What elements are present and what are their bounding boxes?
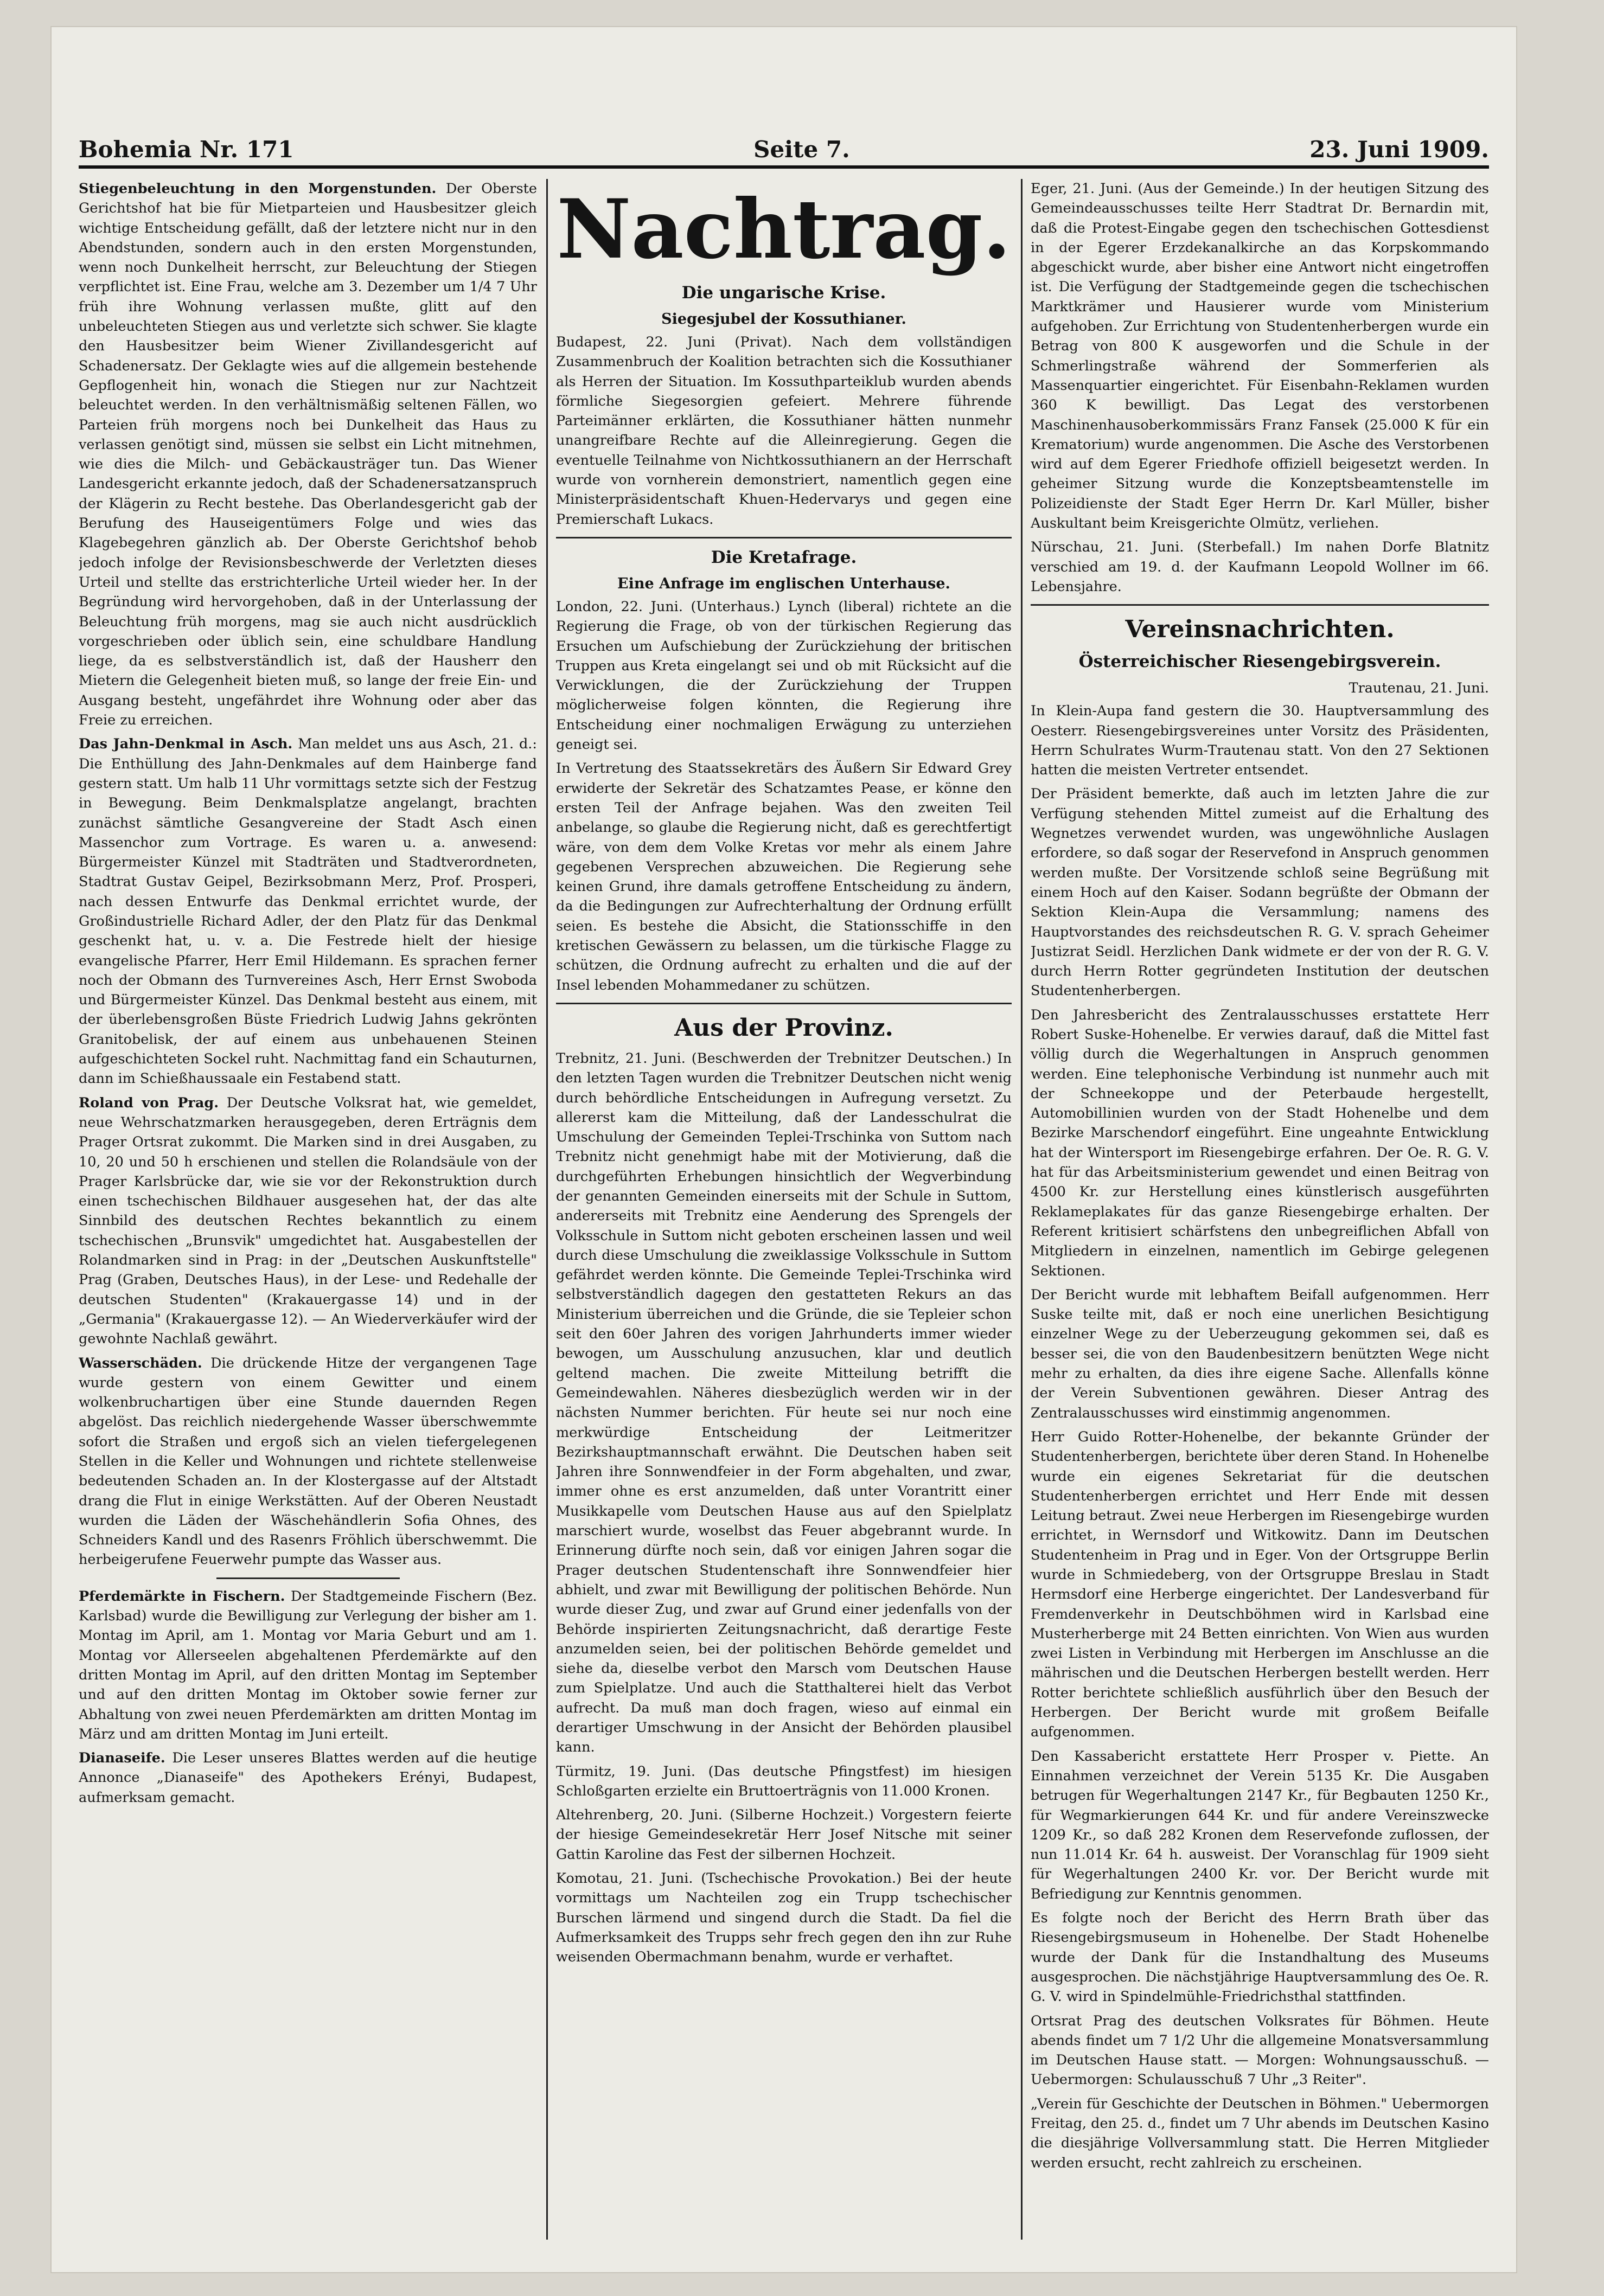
- article-body: Budapest, 22. Juni (Privat). Nach dem vollständigen Zusammenbruch der Koalition betrachten sich die Kossuthianer als Herren der Situation. Im Kossuthparteiklub wurden abends förmliche Siegesorgien gefeiert. Mehrere führende Parteimänner erklärten, die Kossuthianer hätten nunmehr unangreifbare Rechte auf die Alleinregierung. Gegen die eventuelle Teilnahme von Nichtkossuthianern an der Herrschaft wurde von vornherein demonstriert, namentlich gegen eine Ministerpräsidentschaft Khuen-Hedervarys und gegen eine Premierschaft Lukacs.: [556, 334, 1012, 528]
- section-subheading: Siegesjubel der Kossuthianer.: [661, 311, 906, 328]
- article-body: Den Kassabericht erstattete Herr Prosper v. Piette. An Einnahmen verzeichnet der Verein 5135 Kr. Die Ausgaben betrugen für Wegerhaltungen 2147 Kr., für Begbauten 1250 Kr., für Wegmarkierungen 644 Kr. und für andere Vereinszwecke 1209 Kr., so daß 282 Kronen dem Reservefonde zuflossen, der nun 11.014 Kr. 64 h. ausweist. Der Voranschlag für 1909 sieht für Wegerhaltungen 2400 Kr. vor. Der Bericht wurde mit Befriedigung zur Kenntnis genommen.: [1031, 1748, 1489, 1902]
- article-body: Herr Guido Rotter-Hohenelbe, der bekannte Gründer der Studentenherbergen, berichtete über deren Stand. In Hohenelbe wurde ein eigenes Sekretariat für die deutschen Studentenherbergen errichtet und Herr Ende mit dessen Leitung betraut. Zwei neue Herbergen im Riesengebirge wurden errichtet, in Wernsdorf und Witkowitz. Dann im Deutschen Studentenheim in Prag und in Eger. Von der Ortsgruppe Berlin wurde in Schmiedeberg, von der Ortsgruppe Breslau in Stadt Hermsdorf eine Herberge eingerichtet. Der Landesverband für Fremdenverkehr in Deutschböhmen wird in Karlsbad eine Musterherberge mit 24 Betten einrichten. Von Wien aus wurden zwei Listen in Verbindung mit Herbergen im Anschlusse an die mährischen und die Deutschen Herbergen bestellt werden. Herr Rotter berichtete schließlich ausführlich über den Besuch der Herbergen. Der Bericht wurde mit großem Beifalle aufgenommen.: [1031, 1428, 1489, 1741]
- column-divider: [546, 179, 548, 2240]
- article-body: „Verein für Geschichte der Deutschen in Böhmen." Uebermorgen Freitag, den 25. d., findet um 7 Uhr abends im Deutschen Kasino die diesjährige Vollversammlung statt. Die Herren Mitglieder werden ersucht, recht zahlreich zu erscheinen.: [1031, 2095, 1489, 2171]
- article: [79, 1587, 537, 1744]
- section-heading: Vereinsnachrichten.: [1125, 615, 1395, 644]
- article-body: Der Oberste Gerichtshof hat bie für Mietparteien und Hausbesitzer gleich wichtige Entscheidung gefällt, daß der letztere nicht nur in den Abendstunden, sondern auch in den ersten Morgenstunden, wenn noch Dunkelheit herrscht, zur Beleuchtung der Stiegen verpflichtet ist. Eine Frau, welche am 3. Dezember um 1/4 7 Uhr früh ihre Wohnung verlassen mußte, glitt auf den unbeleuchteten Stiegen aus und verletzte sich schwer. Sie klagte den Hausbesitzer beim Wiener Zivillandesgericht auf Schadenersatz. Der Geklagte wies auf die allgemein bestehende Gepflogenheit hin, wonach die Stiegen nur zur Nachtzeit beleuchtet werden. In den verhältnismäßig seltenen Fällen, wo Parteien früh morgens noch bei Dunkelheit das Haus zu verlassen genötigt sind, müssen sie selbst ein Licht mitnehmen, wie dies die Milch- und Gebäckausträger tun. Das Wiener Landesgericht erkannte jedoch, daß der Schadenersatzanspruch der Klägerin zu Recht bestehe. Das Oberlandesgericht gab der Berufung des Hauseigentümers Folge und wies das Klagebegehren gänzlich ab. Der Oberste Gerichtshof behob jedoch infolge der Revisionsbeschwerde der Verletzten dieses Urteil und stellte das erstrichterliche Urteil wieder her. In der Begründung wird hervorgehoben, daß in der Unterlassung der Beleuchtung früh morgens, mag sie auch nicht ausdrücklich vorgeschrieben oder üblich sein, eine schuldbare Handlung liege, da es selbstverständlich ist, daß der Hausherr den Mietern die Gelegenheit bieten muß, so lange der freie Ein- und Ausgang besteht, ungefährdet ihre Wohnung oder aber das Freie zu erreichen.: [79, 181, 537, 729]
- header-issue: Bohemia Nr. 171: [79, 136, 294, 163]
- article-body: Ortsrat Prag des deutschen Volksrates für Böhmen. Heute abends findet um 7 1/2 Uhr die allgemeine Monatsversammlung im Deutschen Hause statt. — Morgen: Wohnungsausschuß. — Uebermorgen: Schulausschuß 7 Uhr „3 Reiter".: [1031, 2012, 1489, 2088]
- article-body: Trebnitz, 21. Juni. (Beschwerden der Trebnitzer Deutschen.) In den letzten Tagen wurden die Trebnitzer Deutschen nicht wenig durch behördliche Entscheidungen in Aufregung versetzt. Zu allererst kam die Mitteilung, daß der Landesschulrat die Umschulung der Gemeinden Teplei-Trschinka von Suttom nach Trebnitz nicht genehmigt habe mit der Motivierung, daß die durchgeführten Erhebungen hinsichtlich der Wegverbindung der genannten Gemeinden einerseits mit der Schule in Suttom, andererseits mit Trebnitz eine Aenderung des Sprengels der Volksschule in Suttom nicht geboten erscheinen lassen und weil durch diese Umschulung die zweiklassige Volksschule in Suttom gefährdet werden könnte. Die Gemeinde Teplei-Trschinka wird selbstverständlich dagegen den gestatteten Rekurs an das Ministerium überreichen und die Gründe, die sie Tepleier schon seit den 60er Jahren des vorigen Jahrhunderts immer wieder bewogen, um Ausschulung anzusuchen, klar und deutlich geltend machen. Die zweite Mitteilung betrifft die Gemeindewahlen. Näheres diesbezüglich werden wir in der nächsten Nummer berichten. Für heute sei nur noch eine merkwürdige Entscheidung der Leitmeritzer Bezirkshauptmannschaft erwähnt. Die Deutschen haben seit Jahren ihre Sonnwendfeier in der Form abgehalten, und zwar, immer ohne es erst anzumelden, daß unter Vorantritt einer Musikkapelle vom Deutschen Hause aus auf den Spielplatz marschiert wurde, woselbst das Feuer abgebrannt wurde. In Erinnerung dürfte noch sein, daß vor einigen Jahren sogar die Prager deutschen Studentenschaft ihre Sonnwendfeier hier abhielt, und zwar mit Bewilligung der politischen Behörde. Nun wurde dieser Zug, und zwar auf Grund einer jedenfalls von der Behörde inspirierten Zeitungsnachricht, daß derartige Feste anzumelden seien, bei der politischen Behörde gemeldet und siehe da, dieselbe verbot den Marsch vom Deutschen Hause zum Spielplatze. Und auch die Statthalterei hielt das Verbot aufrecht. Da muß man doch fragen, wieso auf einmal ein derartiger Umschwung in der Ansicht der Behörden plausibel kann.: [556, 1050, 1012, 1756]
- article-headline: Dianaseife.: [79, 1750, 165, 1767]
- dateline: Trautenau, 21. Juni.: [1349, 680, 1489, 697]
- header-rule: [79, 165, 1489, 169]
- article-body: Den Jahresbericht des Zentralausschusses erstattete Herr Robert Suske-Hohenelbe. Er verwies darauf, daß die Mittel fast völlig durch die Wegerhaltungen in Anspruch genommen werden. Eine telephonische Verbindung ist nunmehr auch mit der Schneekoppe und der Peterbaude hergestellt, Automobillinien wurden von der Stadt Hohenelbe und dem Bezirke Marschendorf eingeführt. Eine ungeahnte Entwicklung hat der Wintersport im Riesengebirge erfahren. Der Oe. R. G. V. hat für das Arbeitsministerium gewendet und einen Beitrag von 4500 Kr. zur Herstellung eines künstlerisch ausgeführten Reklameplakates für das ganze Riesengebirge erhalten. Der Referent kritisiert schärfstens den unbegreiflichen Abfall von Mitgliedern in einzelnen, namentlich im Gebirge gelegenen Sektionen.: [1031, 1006, 1489, 1279]
- section-subheading: Österreichischer Riesengebirgsverein.: [1078, 652, 1441, 672]
- article-body: Eger, 21. Juni. (Aus der Gemeinde.) In der heutigen Sitzung des Gemeindeausschusses teilte Herr Stadtrat Dr. Bernardin mit, daß die Protest-Eingabe gegen den tschechischen Gottesdienst in der Egerer Erzdekanalkirche an das Korpskommando abgeschickt wurde, aber bisher eine Antwort nicht eingetroffen ist. Die Verfügung der Stadtgemeinde gegen die tschechischen Marktkrämer und Hausierer wurde vom Ministerium aufgehoben. Zur Errichtung von Studentenherbergen wurde ein Betrag von 800 K ausgeworfen und die Schule in der Schmerlingstraße während der Sommerferien als Massenquartier eingerichtet. Für Eisenbahn-Reklamen wurden 360 K bewilligt. Das Legat des verstorbenen Maschinenhausoberkommissärs Franz Fansek (25.000 K für ein Krematorium) wurde angenommen. Die Asche des Verstorbenen wird auf dem Egerer Friedhofe offiziell beigesetzt werden. In geheimer Sitzung wurde die Konzeptsbeamtenstelle im Polizeidienste der Stadt Eger Herrn Dr. Karl Müller, bisher Auskultant beim Kreisgerichte Olmütz, verliehen.: [1031, 181, 1489, 532]
- article-body: In Klein-Aupa fand gestern die 30. Hauptversammlung des Oesterr. Riesengebirgsvereines unter Vorsitz des Präsidenten, Herrn Schulrates Wurm-Trautenau statt. Von den 27 Sektionen hatten die meisten Vertreter entsendet.: [1031, 703, 1489, 779]
- page-header: [79, 103, 1489, 163]
- article-body: Der Bericht wurde mit lebhaftem Beifall aufgenommen. Herr Suske teilte mit, daß er noch eine unerlichen Besichtigung einzelner Wege zu der Ueberzeugung gekommen sei, daß es besser sei, die von den Baudenbesitzern benützten Wege nicht mehr zu erhalten, da dies ihre eigene Sache. Allenfalls könne der Verein Subventionen gewähren. Dieser Antrag des Zentralausschusses wird einstimmig angenommen.: [1031, 1286, 1489, 1421]
- article-body: In Vertretung des Staatssekretärs des Äußern Sir Edward Grey erwiderte der Sekretär des Schatzamtes Pease, er könne den ersten Teil der Anfrage bejahen. Was den zweiten Teil anbelange, so glaube die Regierung nicht, daß es gerechtfertigt wäre, von dem dem Volke Kretas vor mehr als einem Jahre gegebenen Versprechen abzuweichen. Die Regierung sehe keinen Grund, ihre damals getroffene Entscheidung zu ändern, da die Bedingungen zur Aufrechterhaltung der Ordnung erfüllt seien. Es bestehe die Absicht, die Stationsschiffe in den kretischen Gewässern zu belassen, um die türkische Flagge zu schützen, die Ordnung aufrecht zu erhalten und die auf der Insel lebenden Mohammedaner zu schützen.: [556, 760, 1012, 993]
- article: [79, 179, 537, 730]
- article: [79, 1093, 537, 1349]
- section-title: Nachtrag.: [557, 182, 1011, 277]
- article-body: London, 22. Juni. (Unterhaus.) Lynch (liberal) richtete an die Regierung die Frage, ob von der türkischen Regierung das Ersuchen um Aufschiebung der Zurückziehung der britischen Truppen aus Kreta eingelangt sei und ob mit Rücksicht auf die Verwicklungen, die der Zurückziehung der Truppen möglicherweise folgen könnten, die Regierung ihre Entscheidung einer nochmaligen Erwägung zu unterziehen geneigt sei.: [556, 598, 1012, 753]
- article: [79, 1354, 537, 1570]
- section-heading: Aus der Provinz.: [674, 1014, 893, 1042]
- header-page-number: Seite 7.: [753, 136, 850, 163]
- newspaper-page: [52, 27, 1516, 2272]
- article-body: Der Deutsche Volksrat hat, wie gemeldet, neue Wehrschatzmarken herausgegeben, deren Erträgnis dem Prager Ortsrat zukommt. Die Marken sind in drei Ausgaben, zu 10, 20 und 50 h erschienen und stellen die Rolandsäule von der Prager Karlsbrücke dar, wie sie vor der Rekonstruktion durch einen tschechischen Bildhauer ausgesehen hat, der das alte Sinnbild des deutschen Rechtes bekanntlich zu einem tschechischen „Brunsvik" umgedichtet hat. Ausgabestellen der Rolandmarken sind in Prag: in der „Deutschen Auskunftstelle" Prag (Graben, Deutsches Haus), in der Lese- und Redehalle der deutschen Studenten" (Krakauergasse 14) und in der „Germania" (Krakauergasse 12). — An Wiederverkäufer wird der gewohnte Nachlaß gewährt.: [79, 1094, 537, 1348]
- section-subheading: Eine Anfrage im englischen Unterhause.: [617, 575, 950, 592]
- article-body: Man meldet uns aus Asch, 21. d.: Die Enthüllung des Jahn-Denkmales auf dem Hainberge fand gestern statt. Um halb 11 Uhr vormittags setzte sich der Festzug in Bewegung. Beim Denkmalsplatze angelangt, brachten zunächst sämtliche Gesangvereine der Stadt Asch einen Massenchor zum Vortrage. Es waren u. a. anwesend: Bürgermeister Künzel mit Stadträten und Stadtverordneten, Stadtrat Gustav Geipel, Bezirksobmann Merz, Prof. Prosperi, nach dessen Entwurfe das Denkmal errichtet wurde, der Großindustrielle Richard Adler, der den Platz für das Denkmal geschenkt hat, u. v. a. Die Festrede hielt der hiesige evangelische Pfarrer, Herr Emil Hildemann. Es sprachen ferner noch der Obmann des Turnvereines Asch, Herr Ernst Swoboda und Bürgermeister Künzel. Das Denkmal besteht aus einem, mit der überlebensgroßen Büste Friedrich Ludwig Jahns gekrönten Granitobelisk, der auf einem aus unbehauenen Steinen aufgeschichteten Sockel ruht. Nachmittag fand ein Schauturnen, dann im Schießhaussaale ein Festabend statt.: [79, 736, 537, 1087]
- article-body: Es folgte noch der Bericht des Herrn Brath über das Riesengebirgsmuseum in Hohenelbe. Der Stadt Hohenelbe wurde der Dank für die Instandhaltung des Museums ausgesprochen. Die nächstjährige Hauptversammlung des Oe. R. G. V. wird in Spindelmühle-Friedrichsthal stattfinden.: [1031, 1910, 1489, 2005]
- divider: [1031, 604, 1489, 606]
- divider: [556, 537, 1012, 538]
- header-date: 23. Juni 1909.: [1309, 136, 1489, 163]
- section-heading: Die Kretafrage.: [711, 547, 857, 567]
- section-heading: Die ungarische Krise.: [681, 283, 886, 303]
- article-body: Altehrenberg, 20. Juni. (Silberne Hochzeit.) Vorgestern feierte der hiesige Gemeindesekretär Herr Josef Nitsche mit seiner Gattin Karoline das Fest der silbernen Hochzeit.: [556, 1807, 1012, 1863]
- article-headline: Das Jahn-Denkmal in Asch.: [79, 736, 293, 753]
- article-body: Die Leser unseres Blattes werden auf die heutige Annonce „Dianaseife" des Apothekers Erényi, Budapest, aufmerksam gemacht.: [79, 1750, 537, 1806]
- divider: [216, 1577, 400, 1579]
- article-body: Türmitz, 19. Juni. (Das deutsche Pfingstfest) im hiesigen Schloßgarten erzielte ein Bruttoerträgnis von 11.000 Kronen.: [556, 1763, 1012, 1799]
- article-body: Komotau, 21. Juni. (Tschechische Provokation.) Bei der heute vormittags um Nachteilen zog ein Trupp tschechischer Burschen lärmend und singend durch die Stadt. Da fiel die Aufmerksamkeit des Trupps sehr frech gegen den ihn zur Ruhe weisenden Obermachmann benahm, wurde er verhaftet.: [556, 1870, 1012, 1966]
- article-headline: Wasserschäden.: [79, 1355, 202, 1371]
- article-body: Die drückende Hitze der vergangenen Tage wurde gestern von einem Gewitter und einem wolkenbruchartigen über eine Stunde dauernden Regen abgelöst. Das reichlich niedergehende Wasser überschwemmte sofort die Straßen und ergoß sich an vielen tiefergelegenen Stellen in die Keller und Wohnungen und richtete stellenweise bedeutenden Schaden an. In der Klostergasse auf der Altstadt drang die Flut in einige Werkstätten. Auf der Oberen Neustadt wurden die Läden der Wäschehändlerin Sofia Ohnes, des Schneiders Kandl und des Rasenrs Fröhlich überschwemmt. Die herbeigerufene Feuerwehr pumpte das Wasser aus.: [79, 1355, 537, 1568]
- article-headline: Pferdemärkte in Fischern.: [79, 1588, 285, 1605]
- article-headline: Roland von Prag.: [79, 1094, 219, 1111]
- article-body: Der Präsident bemerkte, daß auch im letzten Jahre die zur Verfügung stehenden Mittel zumeist auf die Erhaltung des Wegnetzes verwendet wurden, was ungewöhnliche Auslagen erfordere, so daß sogar der Reservefond in Anspruch genommen werden mußte. Der Vorsitzende schloß seine Begrüßung mit einem Hoch auf den Kaiser. Sodann begrüßte der Obmann der Sektion Klein-Aupa die Versammlung; namens des Hauptvorstandes des reichsdeutschen R. G. V. sprach Geheimer Justizrat Seidl. Herzlichen Dank widmete er der von der R. G. V. durch Herrn Rotter gegründeten Institution der deutschen Studentenherbergen.: [1031, 786, 1489, 999]
- column-right: [1031, 179, 1489, 2240]
- divider: [556, 1003, 1012, 1004]
- article-headline: Stiegenbeleuchtung in den Morgenstunden.: [79, 181, 437, 197]
- article-body: Der Stadtgemeinde Fischern (Bez. Karlsbad) wurde die Bewilligung zur Verlegung der bisher am 1. Montag im April, am 1. Montag vor Maria Geburt und am 1. Montag vor Allerseelen abgehaltenen Pferdemärkte auf den dritten Montag im April, auf den dritten Montag im September und auf den dritten Montag im Oktober sowie ferner zur Abhaltung von zwei neuen Pferdemärkten am dritten Montag im März und am dritten Montag im Juni erteilt.: [79, 1588, 537, 1742]
- column-left: [79, 179, 537, 2240]
- column-middle: [556, 179, 1012, 2240]
- column-divider: [1021, 179, 1023, 2240]
- article: [79, 734, 537, 1088]
- article: [79, 1748, 537, 1807]
- article-body: Nürschau, 21. Juni. (Sterbefall.) Im nahen Dorfe Blatnitz verschied am 19. d. der Kaufmann Leopold Wollner im 66. Lebensjahre.: [1031, 539, 1489, 595]
